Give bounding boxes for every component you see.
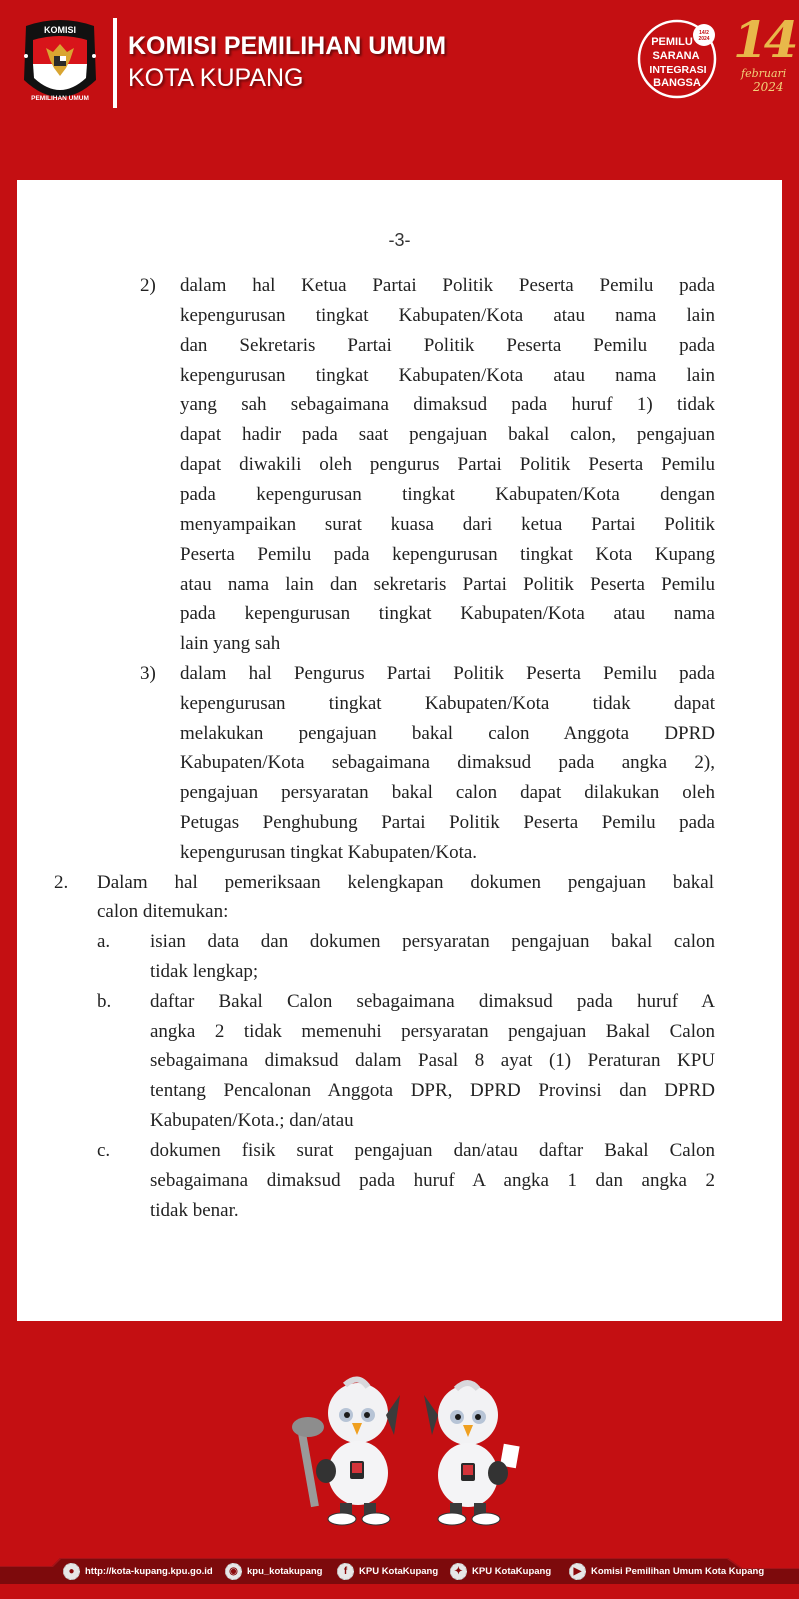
text-line: dapat diwakili oleh pengurus Partai Politik Peserta Pemilu	[180, 454, 715, 475]
header	[0, 0, 799, 120]
date-year: 2024	[753, 80, 784, 94]
text-line: dokumen fisik surat pengajuan dan/atau daftar Bakal Calon	[150, 1140, 715, 1161]
text-line: kepengurusan tingkat Kabupaten/Kota atau nama lain	[180, 365, 715, 386]
text-line: pada kepengurusan tingkat Kabupaten/Kota atau nama	[180, 603, 715, 624]
text-line: menyampaikan surat kuasa dari ketua Partai Politik	[180, 514, 715, 535]
date-day: 14	[733, 10, 795, 69]
sub-marker: a.	[97, 931, 111, 952]
text-line: calon ditemukan:	[97, 901, 229, 922]
svg-text:14/2: 14/2	[699, 30, 709, 36]
text-line: kepengurusan tingkat Kabupaten/Kota tidak dapat	[180, 693, 715, 714]
text-line: melakukan pengajuan bakal calon Anggota DPRD	[180, 723, 715, 744]
text-line: isian data dan dokumen persyaratan pengajuan bakal calon	[150, 931, 715, 952]
svg-text:2024: 2024	[698, 36, 710, 42]
website-link[interactable]	[63, 1562, 213, 1580]
twitter-icon: ✦	[450, 1563, 467, 1580]
instagram-icon: ◉	[225, 1563, 242, 1580]
facebook-label: KPU KotaKupang	[359, 1565, 439, 1577]
list-marker: 3)	[140, 663, 156, 684]
footer-social-bar	[0, 1558, 799, 1584]
facebook-link[interactable]	[337, 1562, 438, 1580]
document-body	[17, 180, 782, 1321]
youtube-label: Komisi Pemilihan Umum Kota Kupang	[591, 1565, 765, 1577]
text-line: pengajuan persyaratan bakal calon dapat dilakukan oleh	[180, 782, 715, 803]
sub-marker: b.	[97, 991, 112, 1012]
text-line: sebagaimana dimaksud pada huruf A angka 1 dan angka 2	[150, 1170, 715, 1191]
text-line: dan Sekretaris Partai Politik Peserta Pemilu pada	[180, 335, 715, 356]
instagram-link[interactable]	[225, 1562, 323, 1580]
text-line: yang sah sebagaimana dimaksud pada huruf 1) tidak	[180, 394, 715, 415]
svg-text:BANGSA: BANGSA	[653, 77, 701, 89]
list-marker: 2)	[140, 275, 156, 296]
mascot-illustration	[290, 1375, 520, 1535]
text-line: angka 2 tidak memenuhi persyaratan pengajuan Bakal Calon	[150, 1021, 715, 1042]
header-divider	[113, 18, 117, 108]
text-line: atau nama lain dan sekretaris Partai Politik Peserta Pemilu	[180, 574, 715, 595]
text-line: kepengurusan tingkat Kabupaten/Kota atau nama lain	[180, 305, 715, 326]
text-line: Dalam hal pemeriksaan kelengkapan dokumen pengajuan bakal	[97, 872, 714, 893]
election-date-badge	[733, 12, 795, 100]
pemilu-badge	[636, 18, 718, 100]
mascot-left	[292, 1379, 400, 1525]
twitter-label: KPU KotaKupang	[472, 1565, 552, 1577]
text-line: dalam hal Ketua Partai Politik Peserta Pemilu pada	[180, 275, 715, 296]
facebook-icon: f	[337, 1563, 354, 1580]
text-line: daftar Bakal Calon sebagaimana dimaksud pada huruf A	[150, 991, 715, 1012]
text-line: pada kepengurusan tingkat Kabupaten/Kota dengan	[180, 484, 715, 505]
date-month: februari	[741, 67, 787, 80]
svg-text:INTEGRASI: INTEGRASI	[649, 64, 707, 76]
text-line: Petugas Penghubung Partai Politik Peserta Pemilu pada	[180, 812, 715, 833]
svg-text:PEMILIHAN UMUM: PEMILIHAN UMUM	[31, 95, 89, 102]
instagram-label: kpu_kotakupang	[247, 1565, 323, 1577]
svg-text:PEMILU: PEMILU	[651, 36, 693, 48]
text-line: tentang Pencalonan Anggota DPR, DPRD Provinsi dan DPRD	[150, 1080, 715, 1101]
globe-icon: ●	[63, 1563, 80, 1580]
section-marker: 2.	[54, 872, 69, 893]
page-number: -3-	[388, 230, 411, 250]
text-line: tidak lengkap;	[150, 961, 259, 982]
svg-text:SARANA: SARANA	[652, 50, 700, 62]
youtube-icon: ▶	[569, 1563, 586, 1580]
sub-marker: c.	[97, 1140, 111, 1161]
org-title: KOMISI PEMILIHAN UMUM	[128, 32, 447, 60]
document-page	[17, 180, 782, 1321]
text-line: Kabupaten/Kota sebagaimana dimaksud pada angka 2),	[180, 752, 715, 773]
text-line: Kabupaten/Kota.; dan/atau	[150, 1110, 354, 1131]
text-line: tidak benar.	[150, 1200, 239, 1221]
kpu-logo	[20, 18, 100, 110]
twitter-link[interactable]	[450, 1562, 551, 1580]
text-line: sebagaimana dimaksud dalam Pasal 8 ayat (1) Peraturan KPU	[150, 1050, 715, 1071]
website-label: http://kota-kupang.kpu.go.id	[85, 1565, 213, 1577]
text-line: Peserta Pemilu pada kepengurusan tingkat Kota Kupang	[180, 544, 715, 565]
youtube-link[interactable]	[569, 1562, 764, 1580]
text-line: kepengurusan tingkat Kabupaten/Kota.	[180, 842, 478, 863]
svg-text:KOMISI: KOMISI	[43, 25, 77, 35]
text-line: dalam hal Pengurus Partai Politik Peserta Pemilu pada	[180, 663, 715, 684]
org-subtitle: KOTA KUPANG	[128, 64, 304, 92]
mascot-right	[424, 1383, 520, 1525]
text-line: dapat hadir pada saat pengajuan bakal calon, pengajuan	[180, 424, 715, 445]
text-line: lain yang sah	[180, 633, 281, 654]
